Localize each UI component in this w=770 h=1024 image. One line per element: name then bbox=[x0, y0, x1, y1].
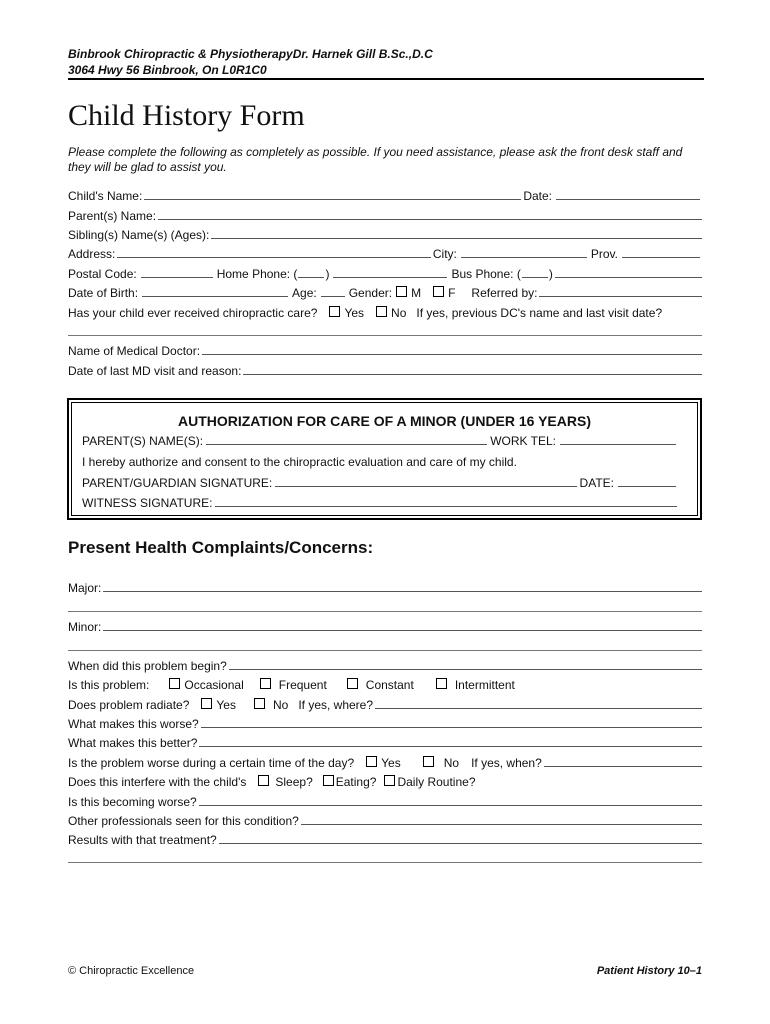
chiro-care-question: Has your child ever received chiropractic care? bbox=[68, 306, 318, 320]
major-extra-line[interactable] bbox=[68, 611, 702, 612]
work-tel-field[interactable] bbox=[560, 433, 676, 445]
last-md-visit-label: Date of last MD visit and reason: bbox=[68, 364, 242, 378]
major-field[interactable] bbox=[103, 580, 702, 592]
other-prof-label: Other professionals seen for this condition? bbox=[68, 814, 299, 828]
authorization-box bbox=[67, 398, 702, 520]
home-phone-field[interactable] bbox=[333, 266, 447, 278]
row-becoming-worse bbox=[68, 794, 704, 810]
signature-field[interactable] bbox=[275, 475, 576, 487]
results-extra-line[interactable] bbox=[68, 862, 702, 863]
if-yes-where-label: If yes, where? bbox=[298, 698, 374, 712]
consent-text: I hereby authorize and consent to the chiropractic evaluation and care of my child. bbox=[82, 455, 517, 469]
intermittent-label: Intermittent bbox=[454, 678, 515, 692]
radiate-label: Does problem radiate? bbox=[68, 698, 190, 712]
row-major bbox=[68, 580, 704, 596]
signature-label: PARENT/GUARDIAN SIGNATURE: bbox=[82, 476, 273, 490]
row-child-name bbox=[68, 188, 704, 204]
bus-phone-paren: ) bbox=[548, 267, 553, 281]
other-prof-field[interactable] bbox=[301, 813, 702, 825]
sleep-label: Sleep? bbox=[275, 775, 313, 789]
worse-label: What makes this worse? bbox=[68, 717, 199, 731]
medical-doctor-label: Name of Medical Doctor: bbox=[68, 344, 201, 358]
gender-f-checkbox[interactable] bbox=[433, 286, 444, 297]
row-radiate bbox=[68, 697, 704, 713]
row-dob bbox=[68, 285, 704, 301]
child-name-label: Child's Name: bbox=[68, 189, 143, 203]
row-last-md-visit bbox=[68, 363, 704, 379]
auth-row-consent bbox=[82, 454, 680, 470]
referred-by-field[interactable] bbox=[539, 285, 702, 297]
siblings-field[interactable] bbox=[211, 227, 702, 239]
practice-name: Binbrook Chiropractic & PhysiotherapyDr. Harnek Gill B.Sc.,D.C bbox=[68, 47, 433, 61]
results-field[interactable] bbox=[219, 832, 702, 844]
minor-label: Minor: bbox=[68, 620, 102, 634]
prev-dc-field[interactable] bbox=[68, 335, 702, 336]
bus-area-code-field[interactable] bbox=[522, 266, 548, 278]
row-better bbox=[68, 735, 704, 751]
footer-copyright: © Chiropractic Excellence bbox=[68, 965, 195, 977]
worse-time-no-checkbox[interactable] bbox=[423, 756, 434, 767]
interfere-label: Does this interfere with the child's bbox=[68, 775, 247, 789]
eating-label: Eating? bbox=[335, 775, 377, 789]
bus-phone-field[interactable] bbox=[555, 266, 702, 278]
becoming-worse-field[interactable] bbox=[199, 794, 702, 806]
minor-field[interactable] bbox=[103, 619, 702, 631]
worse-time-yes-label: Yes bbox=[381, 756, 401, 770]
when-begin-field[interactable] bbox=[229, 658, 702, 670]
auth-row-parents bbox=[82, 433, 680, 449]
occasional-checkbox[interactable] bbox=[169, 678, 180, 689]
auth-parents-field[interactable] bbox=[206, 433, 487, 445]
address-label: Address: bbox=[68, 247, 116, 261]
complaints-section-title: Present Health Complaints/Concerns: bbox=[68, 538, 374, 557]
auth-parents-label: PARENT(S) NAME(S): bbox=[82, 434, 204, 448]
results-label: Results with that treatment? bbox=[68, 833, 217, 847]
when-begin-label: When did this problem begin? bbox=[68, 659, 227, 673]
city-field[interactable] bbox=[461, 246, 587, 258]
row-worse bbox=[68, 716, 704, 732]
row-is-problem bbox=[68, 677, 704, 693]
row-worse-time bbox=[68, 755, 704, 771]
child-name-field[interactable] bbox=[144, 188, 521, 200]
gender-m-checkbox[interactable] bbox=[396, 286, 407, 297]
auth-row-signature bbox=[82, 475, 680, 491]
home-phone-paren: ) bbox=[325, 267, 330, 281]
city-label: City: bbox=[432, 247, 457, 261]
daily-routine-checkbox[interactable] bbox=[384, 775, 395, 786]
row-chiro-care bbox=[68, 305, 704, 321]
siblings-label: Sibling(s) Name(s) (Ages): bbox=[68, 228, 210, 242]
gender-f-label: F bbox=[448, 286, 456, 300]
date-field[interactable] bbox=[556, 188, 700, 200]
chiro-yes-checkbox[interactable] bbox=[329, 306, 340, 317]
worse-time-yes-checkbox[interactable] bbox=[366, 756, 377, 767]
frequent-label: Frequent bbox=[278, 678, 327, 692]
referred-by-label: Referred by: bbox=[471, 286, 538, 300]
auth-date-label: DATE: bbox=[579, 476, 614, 490]
radiate-yes-label: Yes bbox=[216, 698, 236, 712]
chiro-yes-label: Yes bbox=[344, 306, 365, 320]
eating-checkbox[interactable] bbox=[323, 775, 334, 786]
constant-checkbox[interactable] bbox=[347, 678, 358, 689]
row-medical-doctor bbox=[68, 343, 704, 359]
parents-name-label: Parent(s) Name: bbox=[68, 209, 157, 223]
age-label: Age: bbox=[292, 286, 317, 300]
bus-phone-label: Bus Phone: ( bbox=[451, 267, 521, 281]
authorization-box-inner bbox=[71, 402, 698, 516]
prov-label: Prov. bbox=[590, 247, 618, 261]
postal-code-field[interactable] bbox=[141, 266, 213, 278]
is-problem-label: Is this problem: bbox=[68, 678, 150, 692]
constant-label: Constant bbox=[365, 678, 414, 692]
major-label: Major: bbox=[68, 581, 102, 595]
frequent-checkbox[interactable] bbox=[260, 678, 271, 689]
age-field[interactable] bbox=[321, 285, 345, 297]
radiate-yes-checkbox[interactable] bbox=[201, 698, 212, 709]
sleep-checkbox[interactable] bbox=[258, 775, 269, 786]
better-label: What makes this better? bbox=[68, 736, 198, 750]
radiate-no-label: No bbox=[272, 698, 289, 712]
practice-header bbox=[68, 46, 704, 78]
better-field[interactable] bbox=[199, 735, 702, 747]
row-minor bbox=[68, 619, 704, 635]
date-label: Date: bbox=[523, 189, 552, 203]
daily-routine-label: Daily Routine? bbox=[397, 775, 476, 789]
worse-time-label: Is the problem worse during a certain time of the day? bbox=[68, 756, 355, 770]
gender-label: Gender: bbox=[348, 286, 393, 300]
address-field[interactable] bbox=[117, 246, 431, 258]
becoming-worse-label: Is this becoming worse? bbox=[68, 795, 197, 809]
worse-time-no-label: No bbox=[443, 756, 460, 770]
witness-label: WITNESS SIGNATURE: bbox=[82, 496, 213, 510]
postal-code-label: Postal Code: bbox=[68, 267, 137, 281]
header-divider bbox=[68, 78, 704, 80]
row-interfere bbox=[68, 774, 704, 790]
row-phones bbox=[68, 266, 704, 282]
page-title: Child History Form bbox=[68, 99, 305, 132]
radiate-no-checkbox[interactable] bbox=[254, 698, 265, 709]
if-yes-when-field[interactable] bbox=[544, 755, 702, 767]
row-other-prof bbox=[68, 813, 704, 829]
prev-dc-label: If yes, previous DC's name and last visit date? bbox=[416, 306, 663, 320]
row-siblings bbox=[68, 227, 704, 243]
row-results bbox=[68, 832, 704, 848]
row-parents-name bbox=[68, 208, 704, 224]
medical-doctor-field[interactable] bbox=[202, 343, 702, 355]
worse-field[interactable] bbox=[201, 716, 702, 728]
home-area-code-field[interactable] bbox=[298, 266, 324, 278]
if-yes-where-field[interactable] bbox=[375, 697, 702, 709]
authorization-title: AUTHORIZATION FOR CARE OF A MINOR (UNDER 16 YEARS) bbox=[177, 413, 591, 429]
row-address bbox=[68, 246, 704, 262]
last-md-visit-field[interactable] bbox=[243, 363, 702, 375]
intermittent-checkbox[interactable] bbox=[436, 678, 447, 689]
dob-label: Date of Birth: bbox=[68, 286, 139, 300]
chiro-no-label: No bbox=[391, 306, 407, 320]
dob-field[interactable] bbox=[142, 285, 288, 297]
auth-row-witness bbox=[82, 495, 680, 511]
auth-date-field[interactable] bbox=[618, 475, 676, 487]
prov-field[interactable] bbox=[622, 246, 700, 258]
if-yes-when-label: If yes, when? bbox=[471, 756, 542, 770]
home-phone-label: Home Phone: ( bbox=[216, 267, 298, 281]
work-tel-label: WORK TEL: bbox=[490, 434, 556, 448]
gender-m-label: M bbox=[411, 286, 422, 300]
row-when-begin bbox=[68, 658, 704, 674]
minor-extra-line[interactable] bbox=[68, 650, 702, 651]
practice-address: 3064 Hwy 56 Binbrook, On L0R1C0 bbox=[68, 63, 267, 77]
parents-name-field[interactable] bbox=[158, 208, 702, 220]
footer-page-label: Patient History 10–1 bbox=[596, 965, 702, 977]
witness-field[interactable] bbox=[215, 495, 677, 507]
chiro-no-checkbox[interactable] bbox=[376, 306, 387, 317]
intro-text: Please complete the following as completely as possible. If you need assistance, please ask the front desk staff and they will be glad to assist you. bbox=[68, 145, 683, 174]
occasional-label: Occasional bbox=[184, 678, 244, 692]
